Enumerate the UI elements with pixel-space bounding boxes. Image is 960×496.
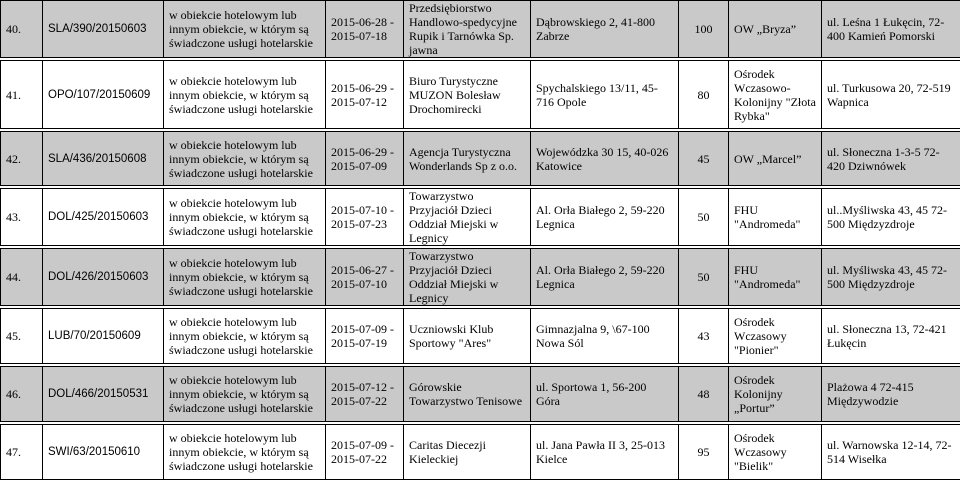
participant-count: 50: [679, 249, 729, 306]
organizer: Uczniowski Klub Sportowy "Ares": [404, 309, 531, 364]
participant-count: 95: [679, 425, 729, 480]
organizer: Caritas Diecezji Kieleckiej: [404, 425, 531, 480]
participant-count: 80: [679, 61, 729, 129]
accommodation-type: w obiekcie hotelowym lub innym obiekcie, w którym są świadczone usługi hotelarskie: [164, 132, 326, 186]
table-row: [1, 61, 960, 129]
dates: 2015-06-29 - 2015-07-12: [326, 61, 404, 129]
registration-id: DOL/466/20150531: [43, 367, 164, 422]
accommodation-type: w obiekcie hotelowym lub innym obiekcie, w którym są świadczone usługi hotelarskie: [164, 309, 326, 364]
venue-address: ul. Leśna 1 Łukęcin, 72-400 Kamień Pomorski: [822, 1, 960, 58]
venue-address: ul. Warnowska 12-14, 72-514 Wisełka: [822, 425, 960, 480]
participant-count: 48: [679, 367, 729, 422]
row-number: 43.: [1, 189, 43, 246]
accommodation-type: w obiekcie hotelowym lub innym obiekcie, w którym są świadczone usługi hotelarskie: [164, 1, 326, 58]
table-row: [1, 367, 960, 422]
venue: OW „Bryza”: [729, 1, 822, 58]
organizer: Biuro Turystyczne MUZON Bolesław Drochomirecki: [404, 61, 531, 129]
venue: Ośrodek Kolonijny „Portur”: [729, 367, 822, 422]
row-number: 41.: [1, 61, 43, 129]
accommodation-type: w obiekcie hotelowym lub innym obiekcie, w którym są świadczone usługi hotelarskie: [164, 425, 326, 480]
accommodation-type: w obiekcie hotelowym lub innym obiekcie, w którym są świadczone usługi hotelarskie: [164, 189, 326, 246]
venue: OW „Marcel”: [729, 132, 822, 186]
table-row: [1, 309, 960, 364]
organizer-address: Al. Orła Białego 2, 59-220 Legnica: [531, 189, 679, 246]
dates: 2015-06-29 - 2015-07-09: [326, 132, 404, 186]
table-row: [1, 189, 960, 246]
venue: FHU "Andromeda": [729, 249, 822, 306]
organizer-address: Al. Orła Białego 2, 59-220 Legnica: [531, 249, 679, 306]
accommodation-type: w obiekcie hotelowym lub innym obiekcie, w którym są świadczone usługi hotelarskie: [164, 249, 326, 306]
venue: Ośrodek Wczasowy "Pionier": [729, 309, 822, 364]
dates: 2015-07-12 - 2015-07-22: [326, 367, 404, 422]
organizer-address: Spychalskiego 13/11, 45-716 Opole: [531, 61, 679, 129]
registration-id: DOL/425/20150603: [43, 189, 164, 246]
table-row: [1, 1, 960, 58]
venue-address: ul. Słoneczna 1-3-5 72-420 Dziwnówek: [822, 132, 960, 186]
organizer-address: ul. Jana Pawła II 3, 25-013 Kielce: [531, 425, 679, 480]
venue-address: ul. Myśliwska 43, 45 72-500 Międzyzdroje: [822, 249, 960, 306]
venue: Ośrodek Wczasowy "Bielik": [729, 425, 822, 480]
organizer-address: Dąbrowskiego 2, 41-800 Zabrze: [531, 1, 679, 58]
venue: FHU "Andromeda": [729, 189, 822, 246]
venue-address: Plażowa 4 72-415 Międzywodzie: [822, 367, 960, 422]
registration-id: DOL/426/20150603: [43, 249, 164, 306]
dates: 2015-07-09 - 2015-07-22: [326, 425, 404, 480]
row-number: 47.: [1, 425, 43, 480]
table-row: [1, 249, 960, 306]
venue: Ośrodek Wczasowo-Kolonijny "Złota Rybka": [729, 61, 822, 129]
row-number: 42.: [1, 132, 43, 186]
organizer: Towarzystwo Przyjaciół Dzieci Oddział Miejski w Legnicy: [404, 189, 531, 246]
organizer-address: Gimnazjalna 9, \67-100 Nowa Sól: [531, 309, 679, 364]
registration-id: LUB/70/20150609: [43, 309, 164, 364]
row-number: 40.: [1, 1, 43, 58]
dates: 2015-06-28 - 2015-07-18: [326, 1, 404, 58]
row-number: 45.: [1, 309, 43, 364]
participant-count: 43: [679, 309, 729, 364]
accommodation-type: w obiekcie hotelowym lub innym obiekcie, w którym są świadczone usługi hotelarskie: [164, 367, 326, 422]
registration-id: SLA/436/20150608: [43, 132, 164, 186]
row-number: 44.: [1, 249, 43, 306]
venue-address: ul..Myśliwska 43, 45 72-500 Międzyzdroje: [822, 189, 960, 246]
registration-id: SLA/390/20150603: [43, 1, 164, 58]
organizer-address: ul. Sportowa 1, 56-200 Góra: [531, 367, 679, 422]
table-row: [1, 132, 960, 186]
venue-address: ul. Słoneczna 13, 72-421 Łukęcin: [822, 309, 960, 364]
dates: 2015-07-10 - 2015-07-23: [326, 189, 404, 246]
participant-count: 50: [679, 189, 729, 246]
organizer-address: Wojewódzka 30 15, 40-026 Katowice: [531, 132, 679, 186]
dates: 2015-06-27 - 2015-07-10: [326, 249, 404, 306]
organizer: Towarzystwo Przyjaciół Dzieci Oddział Miejski w Legnicy: [404, 249, 531, 306]
organizer: Górowskie Towarzystwo Tenisowe: [404, 367, 531, 422]
organizer: Przedsiębiorstwo Handlowo-spedycyjne Rupik i Tarnówka Sp. jawna: [404, 1, 531, 58]
dates: 2015-07-09 - 2015-07-19: [326, 309, 404, 364]
registration-id: SWI/63/20150610: [43, 425, 164, 480]
organizer: Agencja Turystyczna Wonderlands Sp z o.o.: [404, 132, 531, 186]
participant-count: 45: [679, 132, 729, 186]
table-row: [1, 425, 960, 480]
registration-id: OPO/107/20150609: [43, 61, 164, 129]
venue-address: ul. Turkusowa 20, 72-519 Wapnica: [822, 61, 960, 129]
accommodation-type: w obiekcie hotelowym lub innym obiekcie, w którym są świadczone usługi hotelarskie: [164, 61, 326, 129]
participant-count: 100: [679, 1, 729, 58]
row-number: 46.: [1, 367, 43, 422]
